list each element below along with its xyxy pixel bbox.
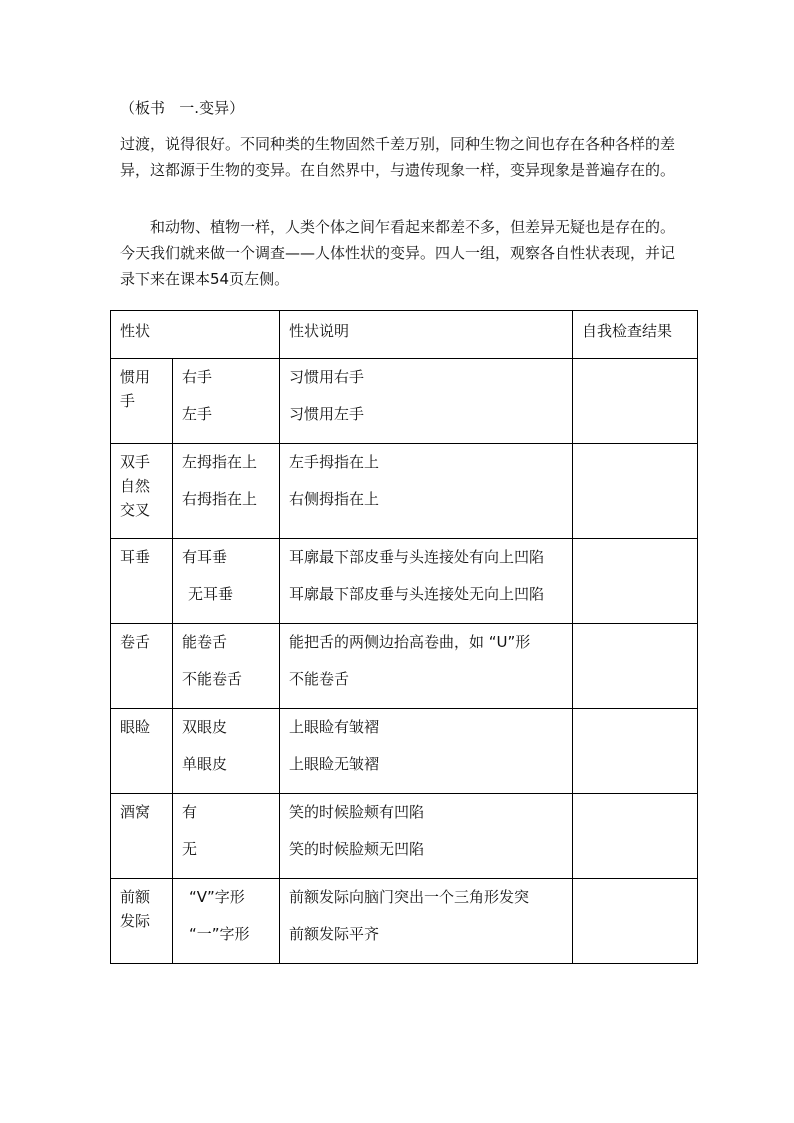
board-note: （板书 一.变异） (120, 99, 245, 117)
trait-variant-cell (173, 444, 280, 539)
trait-name: 酒窝 (120, 803, 151, 821)
trait-description-cell (280, 709, 573, 794)
trait-description: 上眼睑无皱褶 (289, 755, 380, 773)
trait-variant: 有耳垂 (182, 548, 228, 566)
trait-name-cell (111, 444, 173, 539)
trait-survey-table (110, 310, 698, 964)
trait-name: 双手 (120, 453, 151, 471)
paragraph-transition: 过渡，说得很好。不同种类的生物固然千差万别，同种生物之间也存在各种各样的差异，这都源于生物的变异。在自然界中，与遗传现象一样，变异现象是普遍存在的。 (120, 135, 676, 179)
trait-description: 能把舌的两侧边抬高卷曲，如 “U”形 (289, 633, 531, 651)
trait-description: 前额发际向脑门突出一个三角形发突 (289, 888, 530, 906)
table-header-row (111, 311, 698, 359)
trait-description-cell (280, 879, 573, 964)
trait-name: 卷舌 (120, 633, 151, 651)
paragraph-survey-intro: 和动物、植物一样，人类个体之间乍看起来都差不多，但差异无疑也是存在的。今天我们就来做一个调查——人体性状的变异。四人一组，观察各自性状表现，并记录下来在课本54页左侧。 (120, 218, 676, 288)
table-row (111, 709, 698, 794)
trait-variant: “一”字形 (189, 925, 250, 943)
trait-description: 笑的时候脸颊有凹陷 (289, 803, 425, 821)
trait-description: 习惯用右手 (289, 368, 365, 386)
trait-name: 耳垂 (120, 548, 151, 566)
trait-description: 笑的时候脸颊无凹陷 (289, 840, 425, 858)
trait-name-cell (111, 709, 173, 794)
trait-name: 发际 (120, 912, 151, 930)
self-check-cell[interactable] (573, 709, 698, 794)
trait-variant-cell (173, 359, 280, 444)
trait-description-cell (280, 359, 573, 444)
trait-name: 前额 (120, 888, 151, 906)
table-row (111, 359, 698, 444)
trait-variant: 有 (182, 803, 198, 821)
self-check-cell[interactable] (573, 539, 698, 624)
trait-variant-cell (173, 624, 280, 709)
trait-variant: 单眼皮 (182, 755, 228, 773)
trait-description-cell (280, 539, 573, 624)
trait-variant: 左手 (182, 405, 213, 423)
trait-name: 交叉 (120, 501, 151, 519)
table-row (111, 539, 698, 624)
header-trait: 性状 (111, 311, 280, 359)
table-row (111, 624, 698, 709)
trait-name: 眼睑 (120, 718, 151, 736)
self-check-cell[interactable] (573, 359, 698, 444)
trait-variant-cell (173, 709, 280, 794)
header-description: 性状说明 (280, 311, 573, 359)
trait-name-cell (111, 794, 173, 879)
trait-description-cell (280, 794, 573, 879)
trait-variant: 无 (182, 840, 198, 858)
trait-variant: 右拇指在上 (182, 490, 258, 508)
trait-description: 习惯用左手 (289, 405, 365, 423)
trait-description: 左手拇指在上 (289, 453, 380, 471)
table-row (111, 879, 698, 964)
self-check-cell[interactable] (573, 444, 698, 539)
self-check-cell[interactable] (573, 794, 698, 879)
trait-description: 不能卷舌 (289, 670, 350, 688)
trait-variant: 右手 (182, 368, 213, 386)
self-check-cell[interactable] (573, 624, 698, 709)
trait-name-cell (111, 879, 173, 964)
trait-description: 耳廓最下部皮垂与头连接处无向上凹陷 (289, 585, 545, 603)
trait-variant-cell (173, 794, 280, 879)
trait-description: 耳廓最下部皮垂与头连接处有向上凹陷 (289, 548, 545, 566)
trait-name-cell (111, 539, 173, 624)
trait-variant: 双眼皮 (182, 718, 228, 736)
trait-variant: 能卷舌 (182, 633, 228, 651)
trait-description-cell (280, 624, 573, 709)
table-row (111, 794, 698, 879)
trait-variant-cell (173, 879, 280, 964)
trait-name-cell (111, 359, 173, 444)
trait-description: 前额发际平齐 (289, 925, 380, 943)
trait-name: 手 (120, 392, 136, 410)
trait-variant: 无耳垂 (188, 585, 234, 603)
trait-variant-cell (173, 539, 280, 624)
trait-variant: 左拇指在上 (182, 453, 258, 471)
table-row (111, 444, 698, 539)
self-check-cell[interactable] (573, 879, 698, 964)
trait-name: 自然 (120, 477, 151, 495)
trait-variant: 不能卷舌 (182, 670, 243, 688)
header-self-check: 自我检查结果 (573, 311, 698, 359)
trait-description: 上眼睑有皱褶 (289, 718, 380, 736)
trait-description-cell (280, 444, 573, 539)
trait-description: 右侧拇指在上 (289, 490, 380, 508)
trait-name: 惯用 (120, 368, 151, 386)
trait-name-cell (111, 624, 173, 709)
trait-variant: “V”字形 (189, 888, 245, 906)
